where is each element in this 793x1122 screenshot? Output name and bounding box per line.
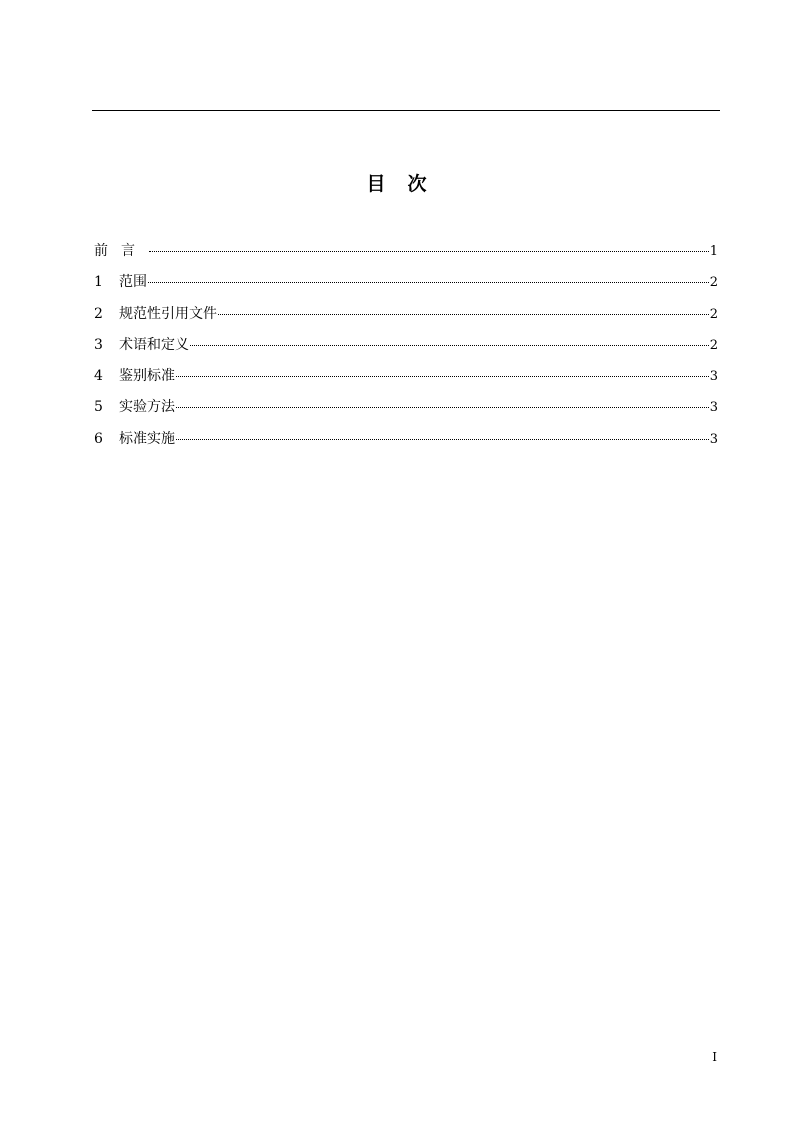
toc-entry-label: 规范性引用文件 (119, 305, 217, 322)
toc-dot-leader (148, 282, 709, 283)
toc-entry-standard-implementation[interactable] (94, 428, 718, 459)
toc-dot-leader (218, 314, 709, 315)
toc-entry-number: 6 (94, 430, 103, 447)
toc-dot-leader (149, 251, 709, 252)
toc-entry-label: 鉴别标准 (119, 368, 175, 385)
page-title (0, 170, 793, 198)
page-title-char-1: 目 (366, 173, 386, 195)
toc-entry-page: 1 (709, 244, 718, 259)
toc-entry-number: 2 (94, 305, 103, 322)
toc-entry-label: 实验方法 (119, 399, 175, 416)
header-rule (92, 110, 720, 111)
toc-entry-page: 2 (709, 275, 718, 291)
toc-entry-identification-criteria[interactable] (94, 365, 718, 396)
toc-entry-test-methods[interactable] (94, 396, 718, 427)
toc-dot-leader (190, 345, 709, 346)
toc-entry-page: 3 (709, 369, 718, 385)
toc-entry-label: 前言 (94, 243, 148, 259)
toc-entry-terms-definitions[interactable] (94, 334, 718, 365)
toc-dot-leader (176, 376, 709, 377)
toc-entry-label: 标准实施 (119, 430, 175, 447)
toc-entry-label: 范围 (119, 274, 147, 291)
toc-entry-page: 3 (709, 431, 718, 447)
toc-entry-number: 4 (94, 368, 103, 385)
toc-entry-scope[interactable] (94, 271, 718, 302)
table-of-contents (94, 240, 718, 459)
toc-entry-number: 5 (94, 399, 103, 416)
toc-entry-page: 2 (709, 306, 718, 322)
toc-entry-label: 术语和定义 (119, 336, 189, 353)
toc-entry-page: 3 (709, 400, 718, 416)
toc-dot-leader (176, 439, 709, 440)
toc-dot-leader (176, 407, 709, 408)
toc-entry-number: 3 (94, 336, 103, 353)
toc-entry-page: 2 (709, 337, 718, 353)
toc-entry-normative-references[interactable] (94, 303, 718, 334)
page-number: I (712, 1050, 717, 1064)
toc-entry-number: 1 (94, 274, 103, 291)
page-title-char-2: 次 (407, 173, 427, 195)
toc-entry-foreword[interactable] (94, 240, 718, 271)
